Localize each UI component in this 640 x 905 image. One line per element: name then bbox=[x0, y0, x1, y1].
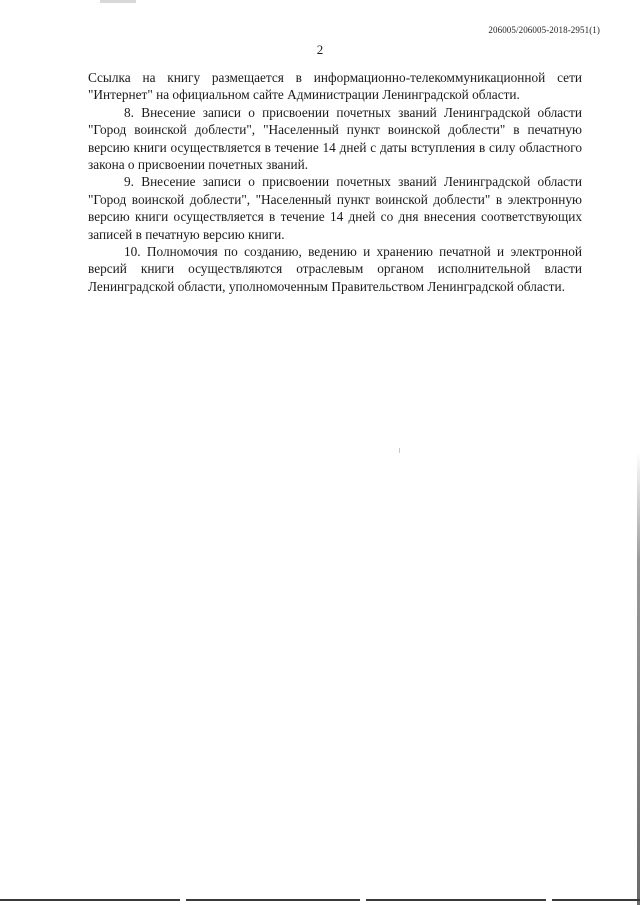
paragraph-link-info: Ссылка на книгу размещается в информационно-телекоммуникационной сети "Интернет" на официальном сайте Администрации Ленинградской области. bbox=[88, 70, 582, 103]
document-body bbox=[88, 69, 582, 295]
scan-speck bbox=[399, 448, 400, 453]
page-number: 2 bbox=[316, 42, 324, 57]
paragraph-item-8: 8. Внесение записи о присвоении почетных званий Ленинградской области "Город воинской доблести", "Населенный пункт воинской доблести" в печатную версию книги осуществляется в течение 14 дней с даты вступления в силу областного закона о присвоении почетных званий. bbox=[88, 104, 582, 173]
paragraph-item-9: 9. Внесение записи о присвоении почетных званий Ленинградской области "Город воинской доблести", "Населенный пункт воинской доблести" в электронную версию книги осуществляется в течение 14 дней со дня внесения соответствующих записей в печатную версию книги. bbox=[88, 174, 582, 242]
paragraph-item-10: 10. Полномочия по созданию, ведению и хранению печатной и электронной версий книги осуществляются отраслевым органом исполнительной власти Ленинградской области, уполномоченным Правительством Ленинградской области. bbox=[88, 244, 582, 294]
scan-artifact bbox=[100, 0, 136, 3]
bottom-edge-line bbox=[0, 899, 640, 901]
document-id: 206005/206005-2018-2951(1) bbox=[488, 25, 600, 35]
